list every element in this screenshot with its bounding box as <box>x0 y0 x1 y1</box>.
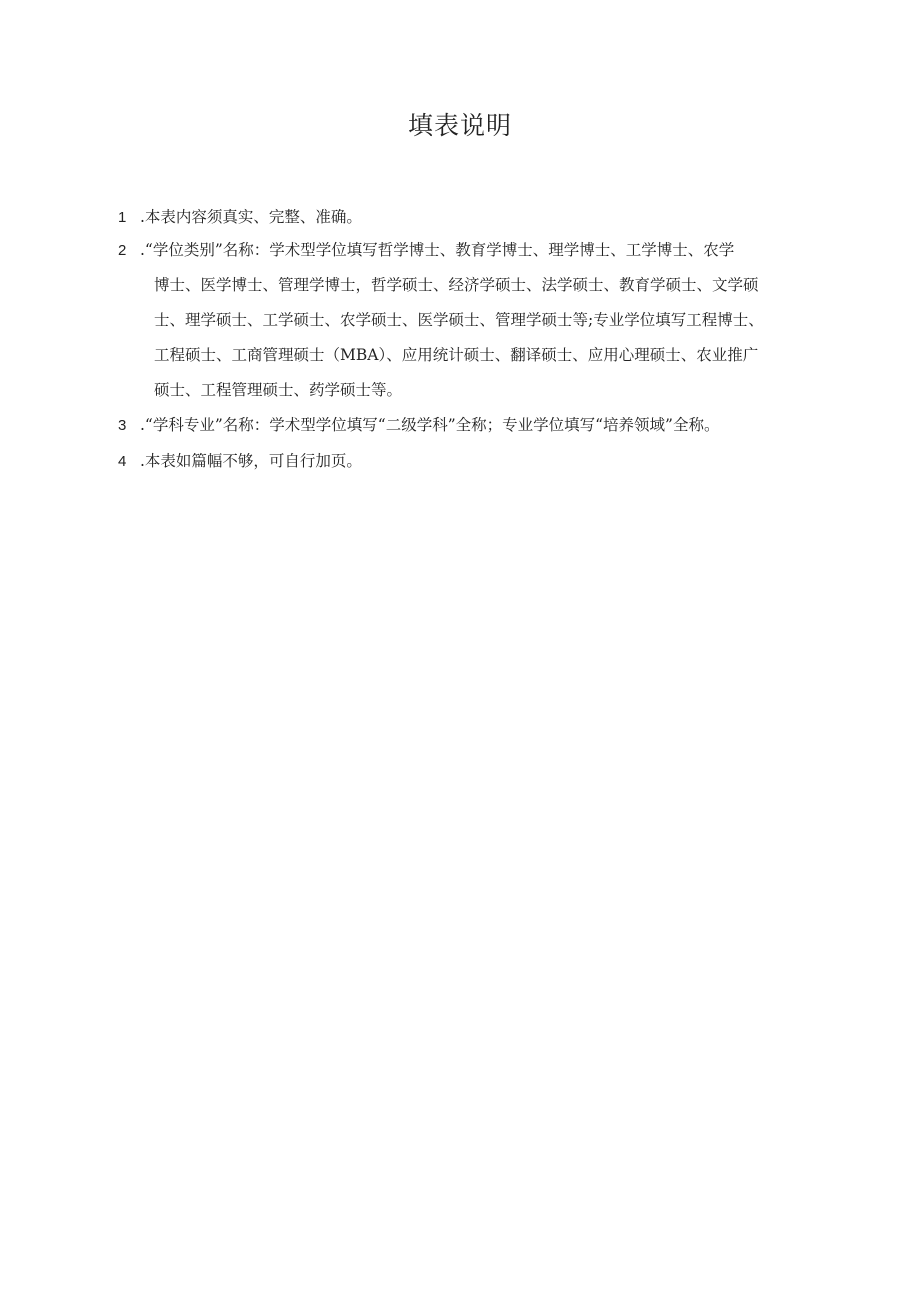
item-line: .“学位类别”名称：学术型学位填写哲学博士、教育学博士、理学博士、工学博士、农学 <box>140 241 735 259</box>
item-text <box>140 200 830 235</box>
item-line: 硕士、工程管理硕士、药学硕士等。 <box>154 381 403 399</box>
item-text <box>140 444 830 479</box>
item-number: 4 <box>118 453 127 470</box>
item-line: .“学科专业”名称：学术型学位填写“二级学科”全称；专业学位填写“培养领域”全称。 <box>140 416 720 434</box>
item-line: 士、理学硕士、工学硕士、农学硕士、医学硕士、管理学硕士等;专业学位填写工程博士、 <box>154 311 764 329</box>
item-text <box>140 408 830 443</box>
item-line: .本表内容须真实、完整、准确。 <box>140 208 362 226</box>
item-number: 1 <box>118 209 127 226</box>
page-title: 填表说明 <box>407 111 512 140</box>
item-line: 博士、医学博士、管理学博士，哲学硕士、经济学硕士、法学硕士、教育学硕士、文学硕 <box>154 276 759 294</box>
item-line: 工程硕士、工商管理硕士（MBA）、应用统计硕士、翻译硕士、应用心理硕士、农业推广 <box>154 346 759 364</box>
item-line: .本表如篇幅不够，可自行加页。 <box>140 452 362 470</box>
item-number: 2 <box>118 242 127 259</box>
item-text <box>140 233 830 408</box>
item-number: 3 <box>118 417 127 434</box>
